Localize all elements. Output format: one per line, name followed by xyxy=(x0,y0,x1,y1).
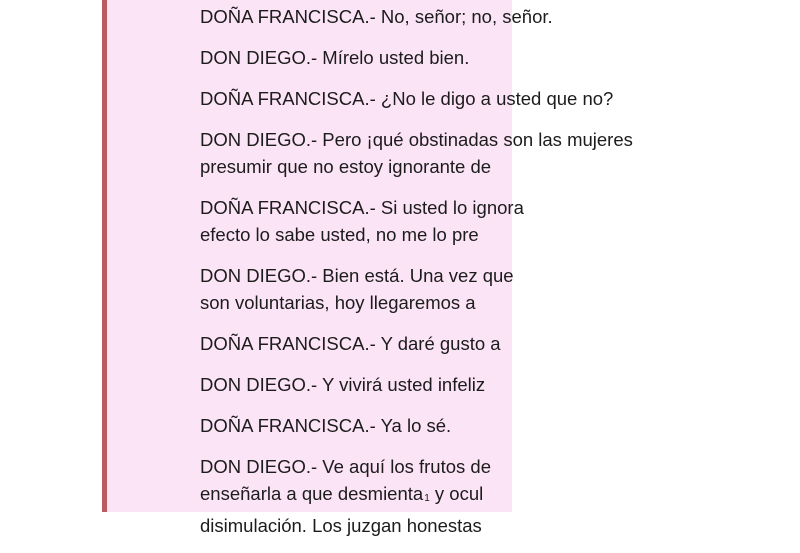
text-line: DOÑA FRANCISCA.- No, señor; no, señor. xyxy=(200,6,553,27)
paragraph-7 xyxy=(200,330,800,357)
footnote-mark: 1 xyxy=(424,493,430,504)
text-line-with-footnote xyxy=(200,480,800,512)
text-line: DOÑA FRANCISCA.- Si usted lo ignora xyxy=(200,197,524,218)
text-line: DOÑA FRANCISCA.- Ya lo sé. xyxy=(200,415,452,436)
paragraph-9 xyxy=(200,412,800,439)
text-line: efecto lo sabe usted, no me lo pre xyxy=(200,224,479,245)
text-line: DON DIEGO.- Bien está. Una vez que xyxy=(200,265,514,286)
text-panel xyxy=(107,0,633,536)
paragraph-10 xyxy=(200,453,800,539)
text-line-cut: disimulación. Los juzgan honestas xyxy=(200,515,482,536)
paragraph-3 xyxy=(200,85,800,112)
paragraph-4 xyxy=(200,126,800,180)
text-line: DON DIEGO.- Mírelo usted bien. xyxy=(200,47,470,68)
text-line: son voluntarias, hoy llegaremos a xyxy=(200,292,476,313)
left-margin xyxy=(0,0,102,512)
text-line: DOÑA FRANCISCA.- Y daré gusto a xyxy=(200,333,501,354)
paragraph-5 xyxy=(200,194,800,248)
text-line: DOÑA FRANCISCA.- ¿No le digo a usted que no? xyxy=(200,88,614,109)
text-line: DON DIEGO.- Y vivirá usted infeliz xyxy=(200,374,486,395)
paragraph-1 xyxy=(200,3,800,30)
text-line: DON DIEGO.- Pero ¡qué obstinadas son las mujeres xyxy=(200,129,633,150)
paragraph-2 xyxy=(200,44,800,71)
dialogue-text xyxy=(200,3,800,553)
paragraph-8 xyxy=(200,371,800,398)
text-fragment: enseñarla a que desmienta xyxy=(200,483,424,504)
text-line: presumir que no estoy ignorante de xyxy=(200,156,492,177)
text-fragment: y ocul xyxy=(429,483,484,504)
text-line: DON DIEGO.- Ve aquí los frutos de xyxy=(200,456,491,477)
paragraph-6 xyxy=(200,262,800,316)
